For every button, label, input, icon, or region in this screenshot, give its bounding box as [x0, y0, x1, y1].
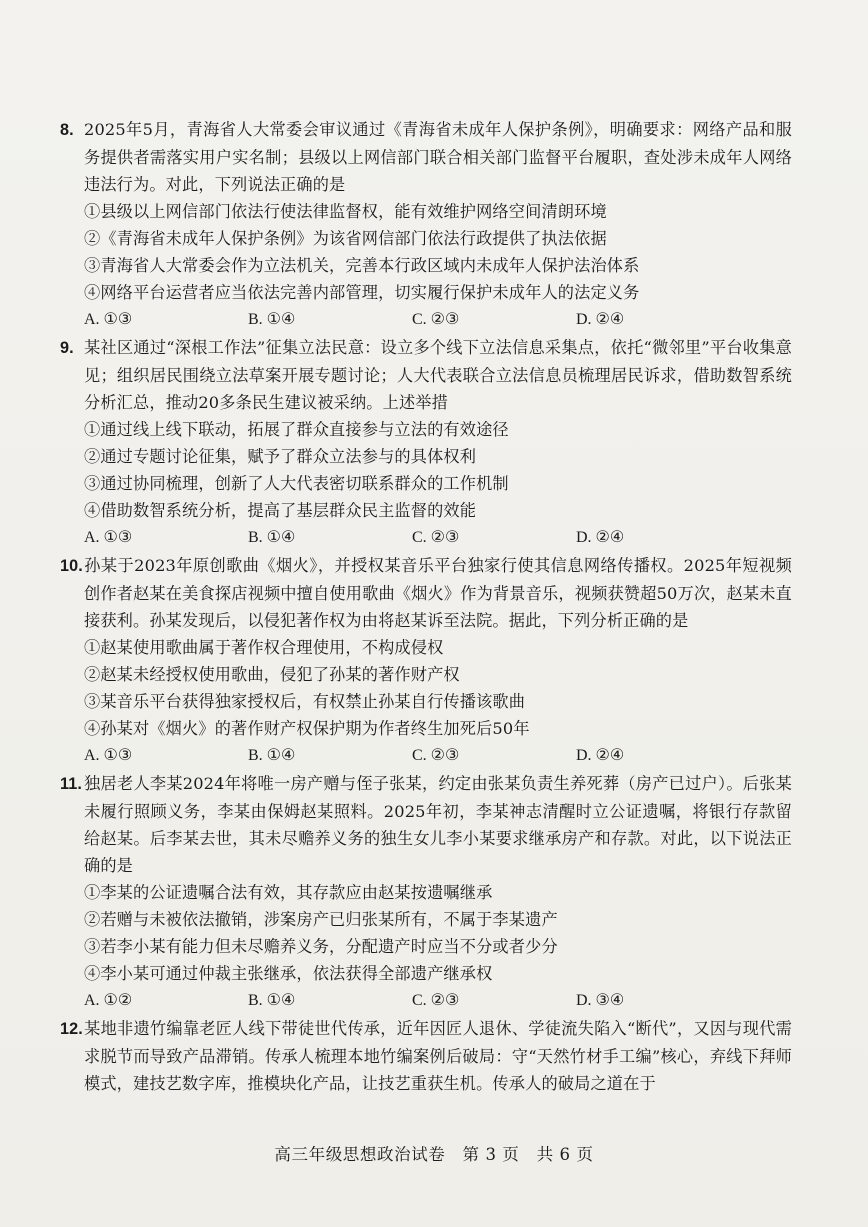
statement: ①县级以上网信部门依法行使法律监督权，能有效维护网络空间清朗环境 [84, 202, 607, 221]
question-stem [60, 1015, 792, 1097]
question-stem [60, 770, 792, 879]
question-number: 10. [60, 557, 83, 575]
question [60, 334, 792, 551]
question-text: 某社区通过“深根工作法”征集立法民意：设立多个线下立法信息采集点，依托“微邻里”平台收集意见；组织居民围绕立法草案开展专题讨论；人大代表联合立法信息员梳理居民诉求，借助数智系统分析汇总，推动20多条民生建议被采纳。上述举措 [84, 338, 792, 412]
question-number: 9. [60, 339, 74, 357]
statement: ③某音乐平台获得独家授权后，有权禁止孙某自行传播该歌曲 [84, 692, 526, 711]
statement: ②若赠与未被依法撤销，涉案房产已归张某所有，不属于李某遗产 [84, 910, 558, 929]
answer-option: B. ①④ [248, 747, 296, 764]
answer-option: B. ①④ [248, 992, 296, 1009]
answer-option: A. ①③ [84, 747, 133, 764]
statement: ①通过线上线下联动，拓展了群众直接参与立法的有效途径 [84, 420, 509, 439]
question-stem [60, 552, 792, 634]
answer-option: A. ①③ [84, 529, 133, 546]
answer-option: C. ②③ [412, 992, 460, 1009]
statement: ③青海省人大常委会作为立法机关，完善本行政区域内未成年人保护法治体系 [84, 256, 640, 275]
question-number: 11. [60, 775, 83, 793]
question [60, 552, 792, 769]
statement: ④李小某可通过仲裁主张继承，依法获得全部遗产继承权 [84, 964, 493, 983]
question-stem [60, 334, 792, 416]
statement: ②赵某未经授权使用歌曲，侵犯了孙某的著作财产权 [84, 665, 460, 684]
answer-option: D. ③④ [576, 992, 625, 1009]
page-footer: 高三年级思想政治试卷 第 3 页 共 6 页 [274, 1145, 594, 1164]
answer-option: B. ①④ [248, 311, 296, 328]
statement: ④孙某对《烟火》的著作财产权保护期为作者终生加死后50年 [84, 719, 530, 738]
answer-option: B. ①④ [248, 529, 296, 546]
statement: ④网络平台运营者应当依法完善内部管理，切实履行保护未成年人的法定义务 [84, 283, 640, 302]
question-number: 8. [60, 121, 74, 139]
question-list [60, 116, 792, 1097]
statement: ②通过专题讨论征集，赋予了群众立法参与的具体权利 [84, 447, 477, 466]
answer-options [84, 742, 792, 769]
answer-option: C. ②③ [412, 311, 460, 328]
question-text: 孙某于2023年原创歌曲《烟火》，并授权某音乐平台独家行使其信息网络传播权。2025年短视频创作者赵某在美食探店视频中擅自使用歌曲《烟火》作为背景音乐，视频获赞超50万次，赵某未直接获利。孙某发现后，以侵犯著作权为由将赵某诉至法院。据此，下列分析正确的是 [84, 556, 792, 630]
answer-options [84, 306, 792, 333]
answer-option: A. ①② [84, 992, 133, 1009]
question-number: 12. [60, 1020, 83, 1038]
answer-options [84, 987, 792, 1014]
answer-option: A. ①③ [84, 311, 133, 328]
question [60, 116, 792, 333]
answer-option: C. ②③ [412, 747, 460, 764]
question [60, 770, 792, 1014]
statement: ①李某的公证遗嘱合法有效，其存款应由赵某按遗嘱继承 [84, 883, 493, 902]
statement: ④借助数智系统分析，提高了基层群众民主监督的效能 [84, 501, 477, 520]
question-text: 某地非遗竹编靠老匠人线下带徒世代传承，近年因匠人退休、学徒流失陷入“断代”，又因与现代需求脱节而导致产品滞销。传承人梳理本地竹编案例后破局：守“天然竹材手工编”核心，弃线下拜师模式，建技艺数字库，推模块化产品，让技艺重获生机。传承人的破局之道在于 [84, 1019, 792, 1093]
statement: ①赵某使用歌曲属于著作权合理使用，不构成侵权 [84, 638, 444, 657]
question-text: 独居老人李某2024年将唯一房产赠与侄子张某，约定由张某负责生养死葬（房产已过户）。后张某未履行照顾义务，李某由保姆赵某照料。2025年初，李某神志清醒时立公证遗嘱，将银行存款留给赵某。后李某去世，其未尽赡养义务的独生女儿李小某要求继承房产和存款。对此，以下说法正确的是 [84, 774, 792, 875]
statement: ③通过协同梳理，创新了人大代表密切联系群众的工作机制 [84, 474, 509, 493]
question-text: 2025年5月，青海省人大常委会审议通过《青海省未成年人保护条例》，明确要求：网络产品和服务提供者需落实用户实名制；县级以上网信部门联合相关部门监督平台履职，查处涉未成年人网络违法行为。对此，下列说法正确的是 [84, 120, 792, 194]
statement: ③若李小某有能力但未尽赡养义务，分配遗产时应当不分或者少分 [84, 937, 558, 956]
answer-option: D. ②④ [576, 747, 625, 764]
question [60, 1015, 792, 1097]
answer-options [84, 524, 792, 551]
question-stem [60, 116, 792, 198]
answer-option: D. ②④ [576, 529, 625, 546]
answer-option: D. ②④ [576, 311, 625, 328]
answer-option: C. ②③ [412, 529, 460, 546]
statement: ②《青海省未成年人保护条例》为该省网信部门依法行政提供了执法依据 [84, 229, 607, 248]
